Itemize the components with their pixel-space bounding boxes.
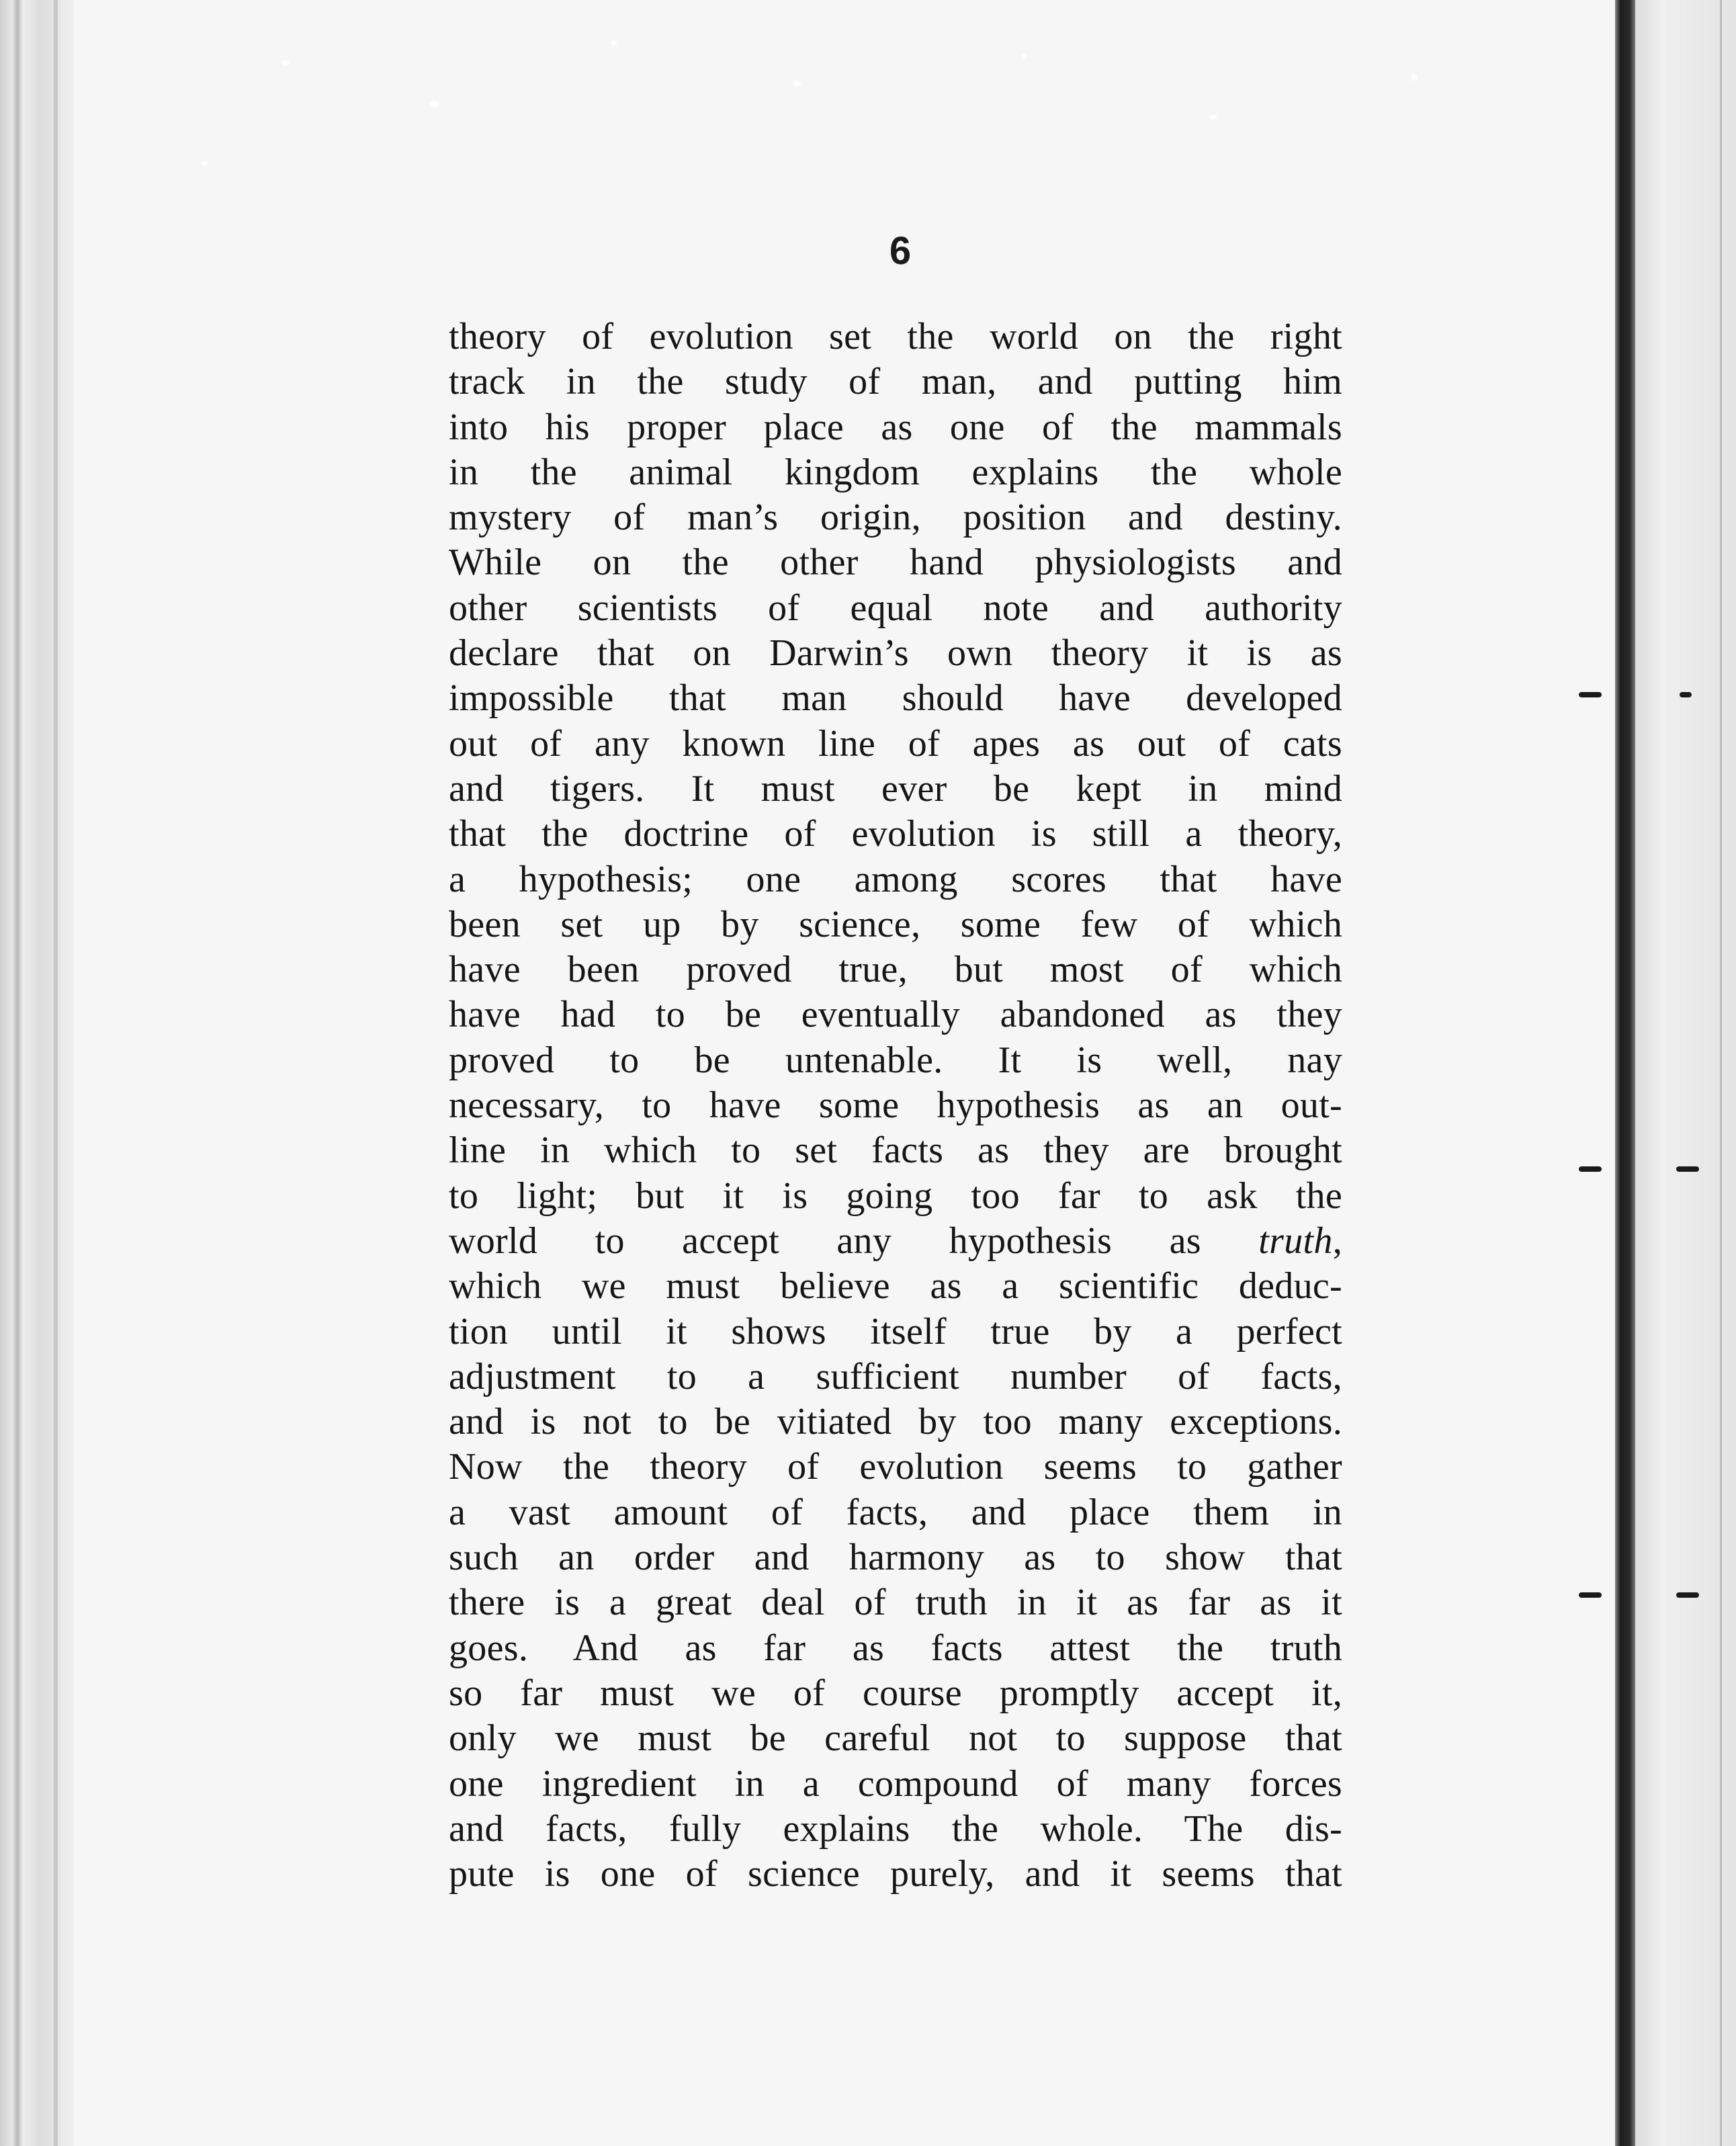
scan-speck <box>282 60 289 66</box>
scan-speck <box>1411 74 1418 81</box>
text-line: and tigers. It must ever be kept in mind <box>449 767 1342 810</box>
scan-speck <box>1209 114 1217 120</box>
scan-speck <box>793 81 801 87</box>
text-line: necessary, to have some hypothesis as an out- <box>449 1084 1342 1127</box>
text-line: only we must be careful not to suppose that <box>449 1717 1342 1760</box>
italic-emphasis: truth <box>1258 1219 1333 1262</box>
text-line: to light; but it is going too far to ask the <box>449 1174 1342 1217</box>
text-line: adjustment to a sufficient number of facts, <box>449 1355 1342 1398</box>
text-line: Now the theory of evolution seems to gather <box>449 1446 1342 1488</box>
text-line: theory of evolution set the world on the right <box>449 316 1342 357</box>
text-line: that the doctrine of evolution is still a theory, <box>449 813 1342 855</box>
text-line: track in the study of man, and putting him <box>449 361 1342 403</box>
text-line: other scientists of equal note and authority <box>449 587 1342 629</box>
text-line: and facts, fully explains the whole. The dis- <box>449 1807 1342 1850</box>
scan-speck <box>1021 54 1027 60</box>
text-line: in the animal kingdom explains the whole <box>449 451 1342 493</box>
text-line: mystery of man’s origin, position and destiny. <box>449 497 1342 539</box>
text-line: a hypothesis; one among scores that have <box>449 858 1342 900</box>
text-line: have had to be eventually abandoned as they <box>449 994 1342 1036</box>
text-line: and is not to be vitiated by too many exceptions. <box>449 1401 1342 1443</box>
text-line: out of any known line of apes as out of cats <box>449 722 1342 765</box>
text-line: tion until it shows itself true by a perfect <box>449 1310 1342 1353</box>
text-line: line in which to set facts as they are brought <box>449 1129 1342 1172</box>
body-text <box>449 314 1342 1897</box>
text-line: which we must believe as a scientific deduc- <box>449 1265 1342 1307</box>
text-line: into his proper place as one of the mammals <box>449 406 1342 448</box>
scan-speck <box>430 101 439 108</box>
stitch-mark <box>1579 692 1602 697</box>
left-binding-edge <box>0 0 74 2146</box>
text-line: a vast amount of facts, and place them in <box>449 1491 1342 1533</box>
text-line: such an order and harmony as to show that <box>449 1537 1342 1579</box>
book-gutter <box>1615 0 1635 2146</box>
stitch-mark <box>1579 1592 1602 1598</box>
facing-page-line <box>1720 0 1722 2146</box>
text-line: been set up by science, some few of which <box>449 903 1342 945</box>
text-line: one ingredient in a compound of many forces <box>449 1762 1342 1805</box>
scan-speck <box>611 40 617 46</box>
stitch-mark <box>1676 1592 1699 1598</box>
scan-speck <box>202 161 207 166</box>
page-number: 6 <box>889 229 912 273</box>
stitch-mark <box>1680 692 1692 697</box>
text-line: declare that on Darwin’s own theory it is as <box>449 632 1342 675</box>
text-line: world to accept any hypothesis as truth, <box>449 1219 1342 1262</box>
text-line: pute is one of science purely, and it seems that <box>449 1853 1342 1895</box>
text-line: have been proved true, but most of which <box>449 949 1342 991</box>
stitch-mark <box>1676 1166 1699 1172</box>
text-line: there is a great deal of truth in it as far as it <box>449 1582 1342 1624</box>
text-line: proved to be untenable. It is well, nay <box>449 1039 1342 1081</box>
left-edge-shadow <box>54 0 58 2146</box>
stitch-mark <box>1579 1166 1602 1172</box>
text-line: goes. And as far as facts attest the truth <box>449 1627 1342 1669</box>
text-line: impossible that man should have developed <box>449 677 1342 720</box>
text-line: While on the other hand physiologists and <box>449 542 1342 584</box>
text-line: so far must we of course promptly accept it, <box>449 1672 1342 1714</box>
